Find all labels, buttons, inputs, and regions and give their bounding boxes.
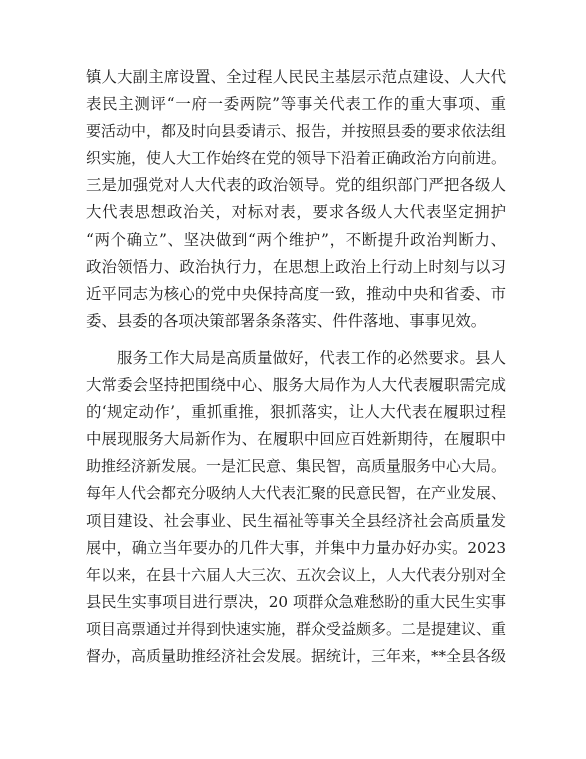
paragraph-line: 镇人大副主席设置、全过程人民民主基层示范点建设、人大代 [86, 68, 506, 86]
paragraph-line: 委、县委的各项决策部署条条落实、件件落地、事事见效。 [86, 311, 487, 330]
paragraph-line: 近平同志为核心的党中央保持高度一致，推动中央和省委、市 [86, 284, 506, 303]
paragraph-line: 大常委会坚持把围绕中心、服务大局作为人大代表履职需完成 [86, 376, 506, 395]
paragraph-1 [86, 64, 506, 335]
paragraph-line: 项目建设、社会事业、民生福祉等事关全县经济社会高质量发 [86, 511, 506, 530]
paragraph-line: 的‘规定动作’，重抓重推，狠抓落实，让人大代表在履职过程 [86, 403, 506, 422]
paragraph-line: 要活动中，都及时向县委请示、报告，并按照县委的要求依法组 [86, 122, 506, 141]
paragraph-line: 年以来，在县十六届人大三次、五次会议上，人大代表分别对全 [86, 565, 506, 584]
paragraph-line: 织实施，使人大工作始终在党的领导下沿着正确政治方向前进。 [86, 149, 506, 168]
body-text [86, 64, 506, 670]
paragraph-line: 项目高票通过并得到快速实施，群众受益颇多。二是提建议、重 [86, 619, 506, 638]
paragraph-line: 每年人代会都充分吸纳人大代表汇聚的民意民智，在产业发展、 [86, 484, 506, 503]
paragraph-line: 县民生实事项目进行票决，20 项群众急难愁盼的重大民生实事 [86, 592, 506, 611]
paragraph-line: 展中，确立当年要办的几件大事，并集中力量办好办实。2023 [86, 538, 506, 557]
paragraph-line: 服务工作大局是高质量做好，代表工作的必然要求。县人 [117, 348, 506, 367]
paragraph-line: 助推经济新发展。一是汇民意、集民智，高质量服务中心大局。 [86, 457, 506, 476]
paragraph-line: 中展现服务大局新作为、在履职中回应百姓新期待，在履职中 [86, 430, 506, 449]
paragraph-line: “两个确立”、坚决做到“两个维护”，不断提升政治判断力、 [86, 230, 506, 249]
paragraph-line: 表民主测评“一府一委两院”等事关代表工作的重大事项、重 [86, 95, 506, 114]
paragraph-spacer [86, 335, 506, 345]
paragraph-line: 大代表思想政治关，对标对表，要求各级人大代表坚定拥护 [86, 203, 506, 222]
paragraph-line: 督办，高质量助推经济社会发展。据统计，三年来，**全县各级 [86, 646, 506, 665]
paragraph-line: 三是加强党对人大代表的政治领导。党的组织部门严把各级人 [86, 176, 506, 195]
paragraph-line: 政治领悟力、政治执行力，在思想上政治上行动上时刻与以习 [86, 257, 506, 276]
paragraph-2 [86, 345, 506, 670]
